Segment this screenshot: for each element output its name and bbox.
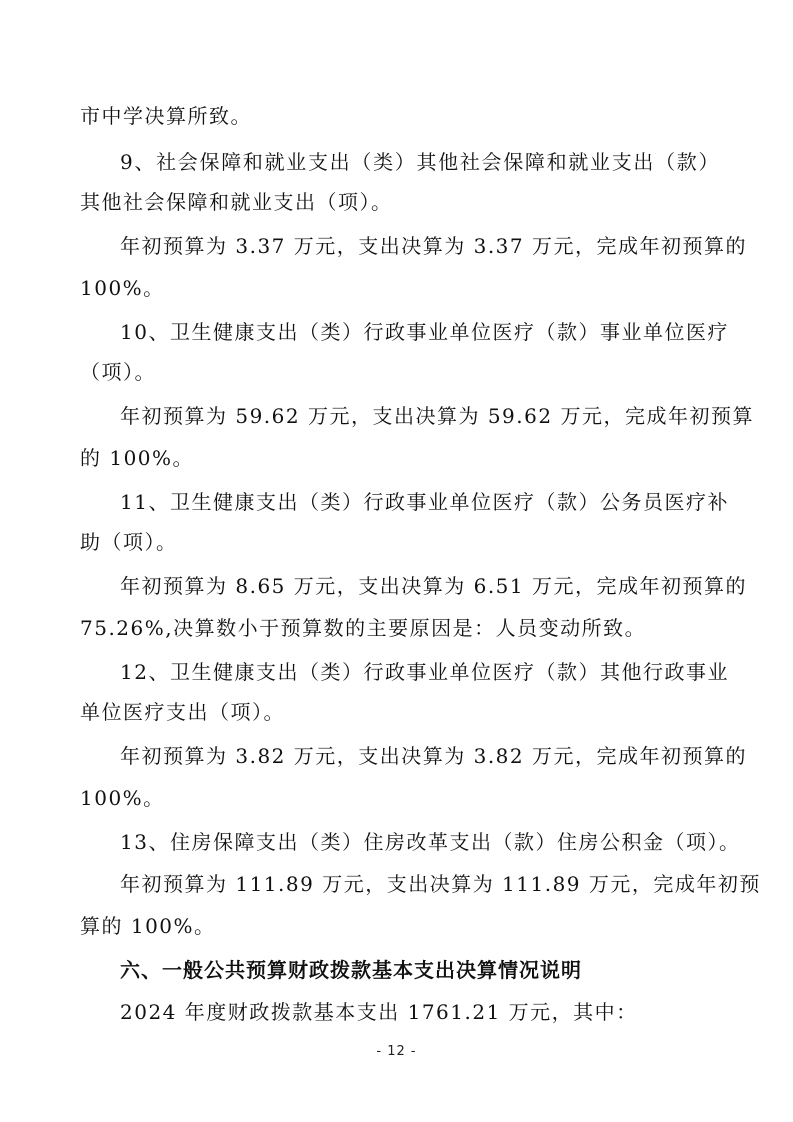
page-number: - 12 - [376,1044,417,1059]
section-heading: 六、一般公共预算财政拨款基本支出决算情况说明 [120,958,582,982]
item-11-title: 11、卫生健康支出（类）行政事业单位医疗（款）公务员医疗补 [120,490,729,514]
item-12-title: 12、卫生健康支出（类）行政事业单位医疗（款）其他行政事业 [120,660,729,684]
item-9-detail: 年初预算为 3.37 万元，支出决算为 3.37 万元，完成年初预算的 [120,234,747,258]
item-13-detail: 年初预算为 111.89 万元，支出决算为 111.89 万元，完成年初预 [120,872,761,896]
item-10-detail-cont: 的 100%。 [80,446,195,470]
item-12-detail-cont: 100%。 [80,786,165,810]
item-9-title: 9、社会保障和就业支出（类）其他社会保障和就业支出（款） [120,150,720,174]
paragraph-line: 市中学决算所致。 [80,104,252,128]
item-9-title-cont: 其他社会保障和就业支出（项）。 [80,190,393,214]
item-13-title: 13、住房保障支出（类）住房改革支出（款）住房公积金（项）。 [120,830,741,854]
item-13-detail-cont: 算的 100%。 [80,914,216,938]
item-10-detail: 年初预算为 59.62 万元，支出决算为 59.62 万元，完成年初预算 [120,404,754,428]
item-10-title-cont: （项）。 [80,360,156,384]
item-11-detail-cont: 75.26%,决算数小于预算数的主要原因是：人员变动所致。 [80,616,647,640]
item-11-detail: 年初预算为 8.65 万元，支出决算为 6.51 万元，完成年初预算的 [120,574,747,598]
item-12-detail: 年初预算为 3.82 万元，支出决算为 3.82 万元，完成年初预算的 [120,744,747,768]
item-9-detail-cont: 100%。 [80,276,165,300]
item-12-title-cont: 单位医疗支出（项）。 [80,700,285,724]
item-10-title: 10、卫生健康支出（类）行政事业单位医疗（款）事业单位医疗 [120,320,729,344]
item-11-title-cont: 助（项）。 [80,530,178,554]
section-summary: 2024 年度财政拨款基本支出 1761.21 万元，其中： [120,1000,638,1024]
